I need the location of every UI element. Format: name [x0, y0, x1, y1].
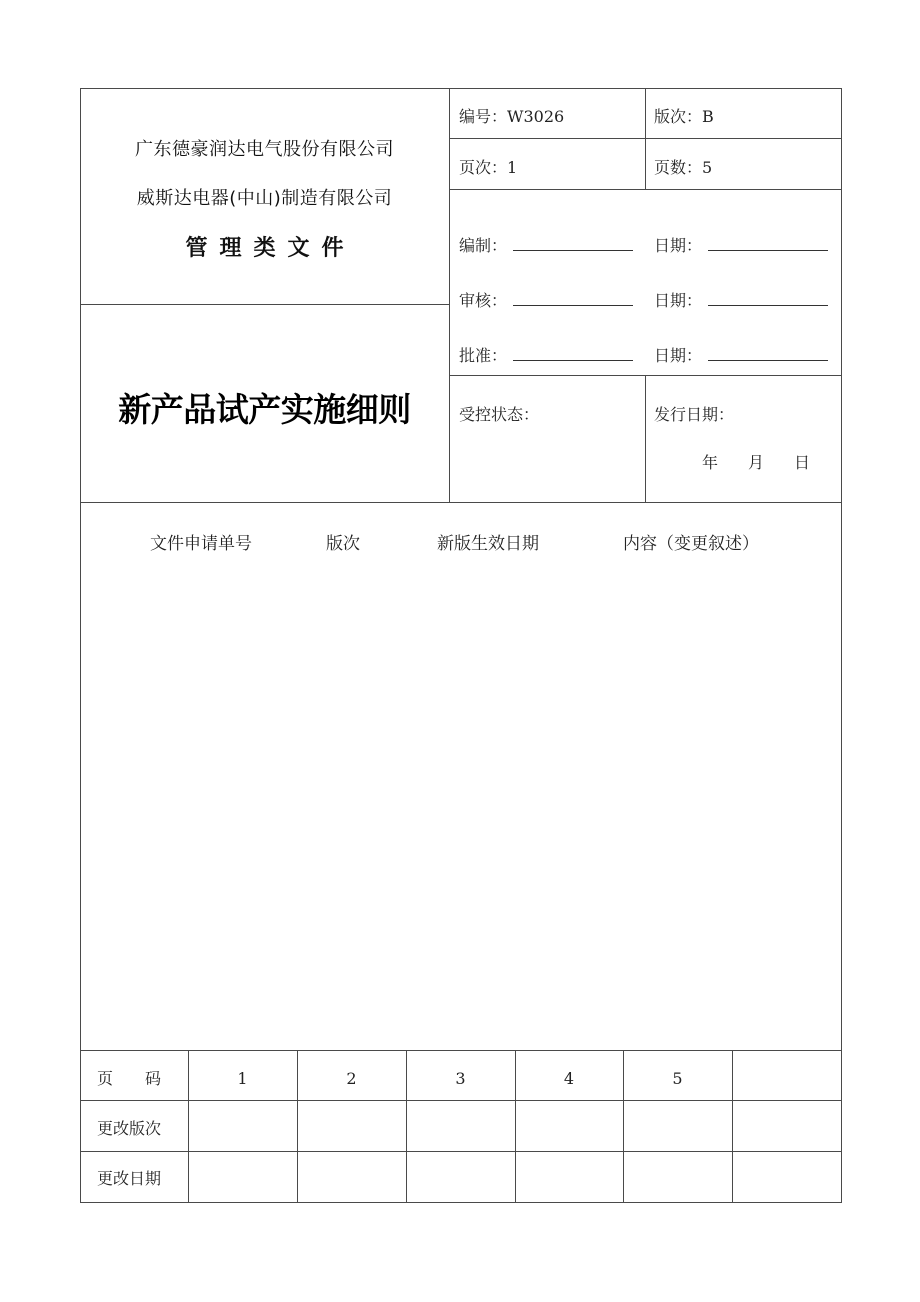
divider-top-revision [80, 502, 841, 503]
document-title: 新产品试产实施细则 [118, 390, 411, 429]
prepared-date-label: 日期： [654, 236, 703, 255]
reviewed-by-label: 审核： [459, 291, 508, 310]
page-number-header: 页 码 [97, 1069, 162, 1088]
change-date-cell[interactable] [406, 1152, 515, 1202]
reviewed-by-blank[interactable] [513, 305, 633, 306]
issue-date-label: 发行日期： [654, 405, 735, 424]
change-date-cell[interactable] [297, 1152, 406, 1202]
page-count-value: 5 [702, 158, 713, 177]
doc-number-field [459, 104, 564, 127]
page-number-cell: 5 [672, 1069, 683, 1088]
page-field [459, 155, 517, 178]
issue-year-label: 年 [702, 453, 719, 472]
change-version-cell[interactable] [732, 1101, 841, 1151]
reviewed-date-label: 日期： [654, 291, 703, 310]
change-version-cell[interactable] [623, 1101, 732, 1151]
prepared-date-blank[interactable] [708, 250, 828, 251]
divider-approval-control [449, 375, 841, 376]
company-name-1: 广东德豪润达电气股份有限公司 [135, 139, 394, 160]
page-table-top [80, 1050, 841, 1051]
change-date-header: 更改日期 [97, 1169, 162, 1188]
divider-header-title [80, 304, 449, 305]
issue-day-label: 日 [794, 453, 811, 472]
page-number-cell: 3 [455, 1069, 466, 1088]
change-version-cell[interactable] [297, 1101, 406, 1151]
revision-col-version: 版次 [326, 534, 360, 554]
change-date-cell[interactable] [515, 1152, 623, 1202]
company-name-2: 威斯达电器(中山)制造有限公司 [136, 188, 393, 209]
control-status-label: 受控状态： [459, 405, 540, 424]
divider-left-right [449, 88, 450, 502]
version-value: B [702, 107, 714, 126]
revision-col-effective-date: 新版生效日期 [437, 534, 539, 554]
document-type: 管理类文件 [185, 236, 356, 261]
prepared-by-blank[interactable] [513, 250, 633, 251]
version-field [654, 104, 714, 127]
version-label: 版次： [654, 107, 703, 126]
prepared-by-label: 编制： [459, 236, 508, 255]
revision-col-content: 内容（变更叙述） [623, 534, 759, 554]
doc-number-label: 编号： [459, 107, 508, 126]
approved-by-blank[interactable] [513, 360, 633, 361]
approved-date-label: 日期： [654, 346, 703, 365]
change-version-cell[interactable] [188, 1101, 297, 1151]
change-version-cell[interactable] [406, 1101, 515, 1151]
page-number-cell: 1 [237, 1069, 248, 1088]
reviewed-date-blank[interactable] [708, 305, 828, 306]
doc-number-value: W3026 [507, 107, 565, 126]
page-number-cell: 2 [346, 1069, 357, 1088]
issue-month-label: 月 [748, 453, 765, 472]
change-date-cell[interactable] [188, 1152, 297, 1202]
page-count-field [654, 155, 712, 178]
page-value: 1 [507, 158, 518, 177]
page-label: 页次： [459, 158, 508, 177]
page-count-label: 页数： [654, 158, 703, 177]
divider-control-columns [645, 375, 646, 502]
change-date-cell[interactable] [732, 1152, 841, 1202]
revision-col-request-no: 文件申请单号 [150, 534, 252, 554]
change-version-cell[interactable] [515, 1101, 623, 1151]
divider-info-row [449, 138, 841, 139]
divider-info-approval [449, 189, 841, 190]
approved-by-label: 批准： [459, 346, 508, 365]
change-version-header: 更改版次 [97, 1119, 162, 1138]
page-number-cell: 4 [563, 1069, 575, 1088]
change-date-cell[interactable] [623, 1152, 732, 1202]
approved-date-blank[interactable] [708, 360, 828, 361]
